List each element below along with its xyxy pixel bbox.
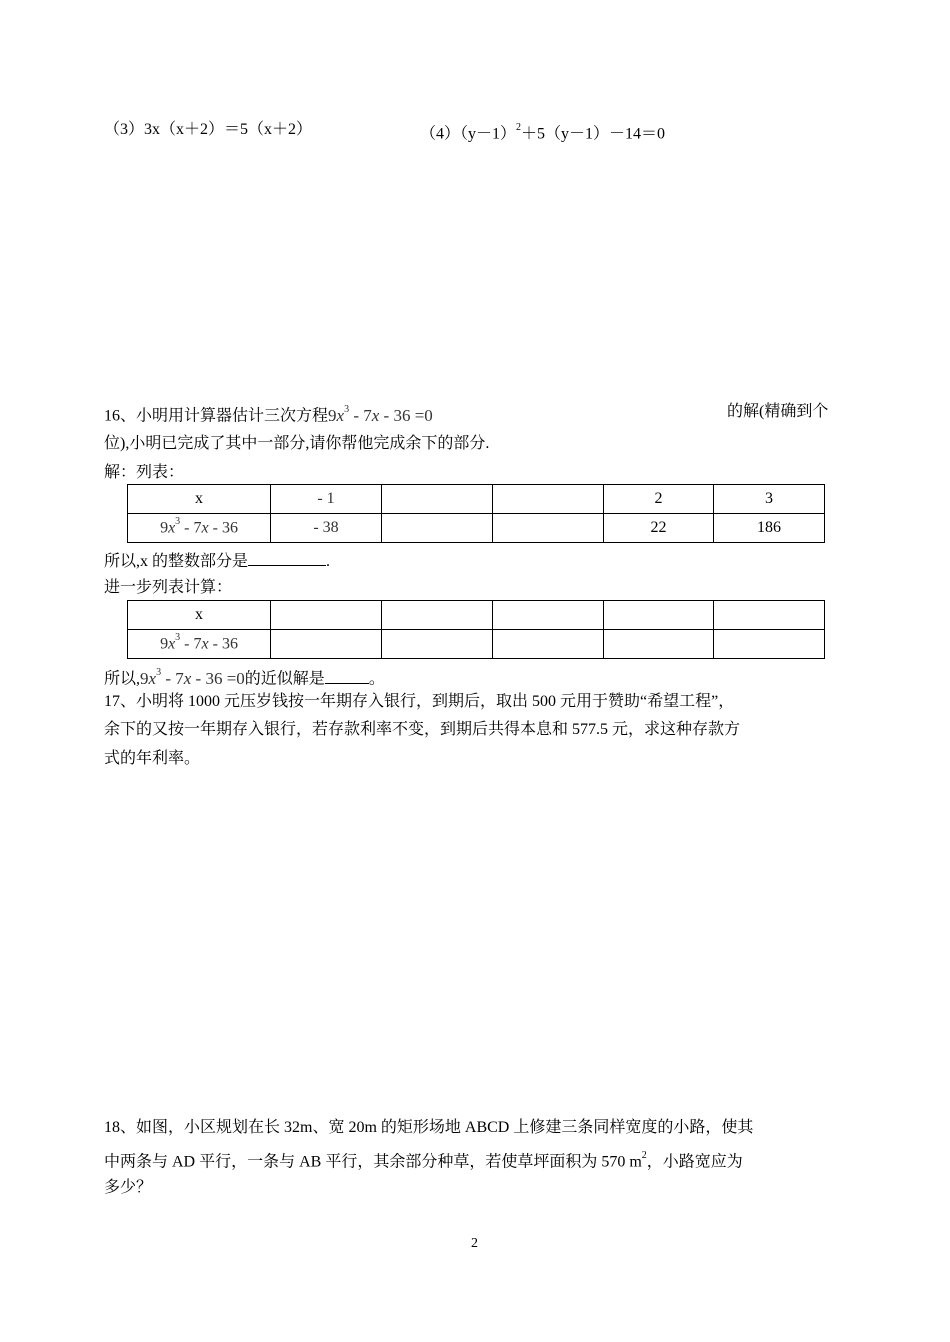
problem-16-line1-end: 的解(精确到个 bbox=[727, 403, 829, 420]
approx-blank[interactable] bbox=[325, 667, 369, 684]
value-table-1 bbox=[127, 484, 825, 543]
table-cell bbox=[271, 630, 382, 659]
problem-15-4 bbox=[420, 120, 665, 144]
table-cell bbox=[493, 601, 604, 630]
table-row bbox=[128, 630, 825, 659]
problem-18-line1: 18、如图，小区规划在长 32m、宽 20m 的矩形场地 ABCD 上修建三条同样宽度的小路，使其 bbox=[104, 1119, 754, 1136]
table-cell: 2 bbox=[604, 485, 714, 514]
table-row bbox=[128, 514, 825, 543]
table-cell bbox=[271, 601, 382, 630]
table-cell-expression: $9x^3 - 7x - 36$ bbox=[128, 630, 271, 659]
table-cell-expression: $9x^3 - 7x - 36$ bbox=[128, 514, 271, 543]
approx-end: 。 bbox=[368, 670, 385, 688]
cubic-equation-inline: $9x^3 - 7x - 36 =0$ bbox=[140, 667, 245, 688]
problem-17-line2: 余下的又按一年期存入银行，若存款利率不变，到期后共得本息和 577.5 元，求这种存款方 bbox=[104, 721, 741, 738]
solution-label: 解：列表： bbox=[104, 464, 185, 481]
further-calc-label: 进一步列表计算： bbox=[104, 579, 233, 596]
approx-text: 的近似解是 bbox=[244, 670, 325, 688]
page-number: 2 bbox=[471, 1236, 478, 1251]
table-cell bbox=[714, 630, 825, 659]
table-cell bbox=[493, 485, 604, 514]
problem-15-4-exponent: 2 bbox=[516, 122, 522, 133]
value-table-2 bbox=[127, 600, 825, 659]
problem-17-line3: 式的年利率。 bbox=[104, 750, 201, 767]
table-cell bbox=[493, 630, 604, 659]
table-cell bbox=[714, 601, 825, 630]
integer-part-line bbox=[104, 549, 330, 572]
integer-part-end: . bbox=[326, 553, 331, 570]
problem-16-line2: 位),小明已完成了其中一部分,请你帮他完成余下的部分. bbox=[104, 435, 490, 452]
table-cell: 22 bbox=[604, 514, 714, 543]
table-cell bbox=[493, 514, 604, 543]
cubic-equation: $9x^3 - 7x - 36 =0$ bbox=[328, 404, 433, 425]
table-cell bbox=[604, 601, 714, 630]
table-row bbox=[128, 601, 825, 630]
table-cell: - 1 bbox=[271, 485, 382, 514]
approx-solution-line bbox=[104, 665, 385, 690]
integer-part-blank[interactable] bbox=[248, 549, 326, 566]
table-cell bbox=[382, 601, 493, 630]
table-cell bbox=[382, 630, 493, 659]
table-cell bbox=[604, 630, 714, 659]
problem-15-4-post: ＋5（y－1）－14＝0 bbox=[521, 125, 666, 143]
problem-17-line1: 17、小明将 1000 元压岁钱按一年期存入银行，到期后，取出 500 元用于赞助“希望工程”， bbox=[104, 693, 735, 710]
table-cell: 186 bbox=[714, 514, 825, 543]
table-cell: x bbox=[128, 601, 271, 630]
table-cell: 3 bbox=[714, 485, 825, 514]
problem-18-line2-text: 中两条与 AD 平行，一条与 AB 平行，其余部分种草，若使草坪面积为 570 m bbox=[104, 1153, 642, 1171]
problem-18-line3: 多少？ bbox=[104, 1179, 153, 1196]
approx-prefix: 所以, bbox=[104, 670, 141, 688]
problem-15-4-pre: （4）（y－1） bbox=[420, 125, 517, 143]
table-cell: x bbox=[128, 485, 271, 514]
problem-18-line2-end: ，小路宽应为 bbox=[646, 1153, 743, 1171]
table-row bbox=[128, 485, 825, 514]
problem-18-line2 bbox=[104, 1148, 743, 1172]
table-cell bbox=[382, 514, 493, 543]
table-cell bbox=[382, 485, 493, 514]
problem-15-3: （3）3x（x＋2）＝5（x＋2） bbox=[104, 121, 313, 138]
integer-part-text: 所以,x 的整数部分是 bbox=[104, 553, 249, 570]
problem-16-intro: 16、小明用计算器估计三次方程 bbox=[104, 407, 329, 425]
problem-16-line1 bbox=[104, 402, 433, 427]
problem-18-exponent: 2 bbox=[641, 1150, 647, 1161]
table-cell: - 38 bbox=[271, 514, 382, 543]
